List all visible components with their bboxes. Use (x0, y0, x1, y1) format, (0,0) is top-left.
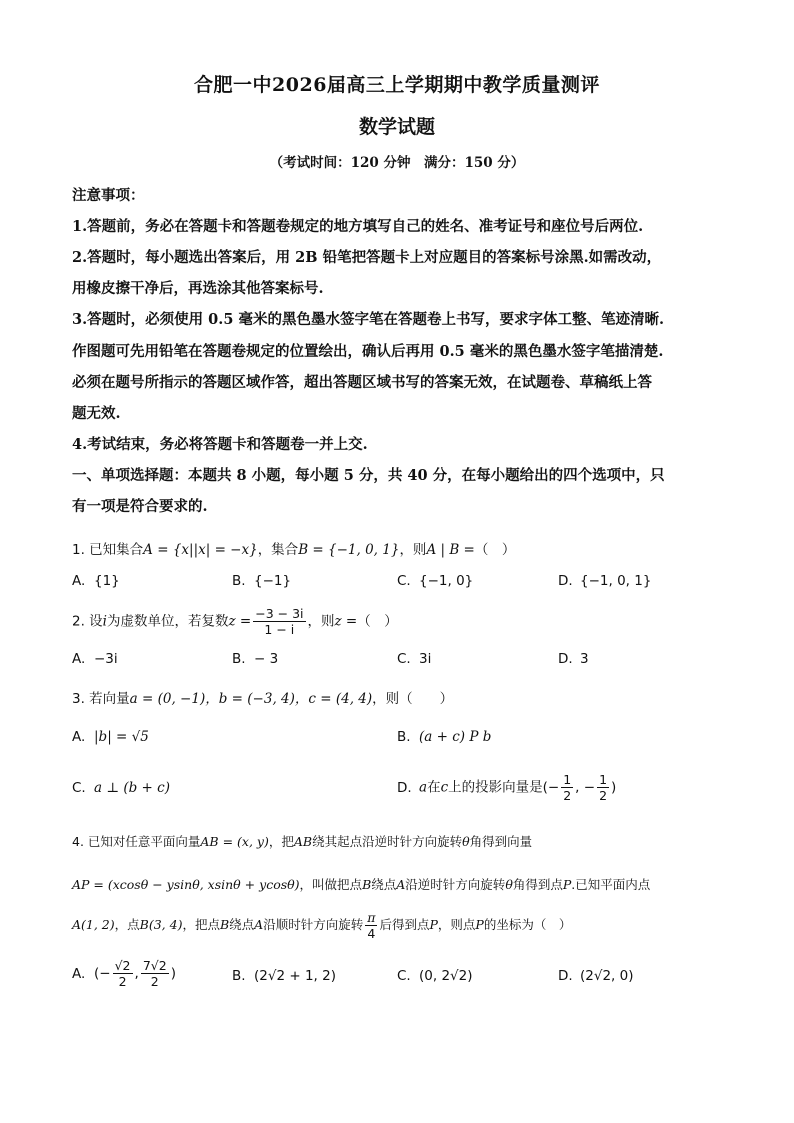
q4-option-c[interactable]: C. (0, 2√2) (397, 968, 473, 984)
q2-option-b[interactable]: B. − 3 (232, 651, 279, 667)
exam-time-info: （考试时间：120 分钟 满分：150 分） (269, 155, 525, 171)
q4-option-b[interactable]: B. (2√2 + 1, 2) (232, 968, 336, 984)
q2-option-a[interactable]: A. −3i (72, 651, 118, 667)
q1-option-d[interactable]: D. {−1, 0, 1} (558, 573, 652, 589)
q3-option-a[interactable]: A. |b| = √5 (72, 729, 149, 745)
exam-title: 合肥一中2026届高三上学期期中教学质量测评 (194, 74, 600, 96)
section-heading-line-2: 有一项是符合要求的. (72, 498, 208, 515)
q2-option-d[interactable]: D. 3 (558, 651, 589, 667)
note-line-2: 2.答题时，每小题选出答案后，用 2B 铅笔把答题卡上对应题目的答案标号涂黑.如需改动， (72, 249, 662, 266)
q1-option-a[interactable]: A. {1} (72, 573, 120, 589)
q4-option-a[interactable]: A. (− $\frac{√2}{2}$ , $\frac{7√2}{2}$ ) (72, 958, 176, 989)
q1-option-b[interactable]: B. {−1} (232, 573, 292, 589)
q1-expr: A | B = (426, 542, 475, 558)
q1-set-b: B = {−1, 0, 1} (298, 542, 400, 558)
q1-text-b: ，集合 (257, 542, 299, 558)
exam-subject: 数学试题 (358, 116, 435, 138)
q3-option-d[interactable]: D. a在c上的投影向量是(− $\frac{1}{2}$ , − $\frac{1}{2}$ ) (397, 772, 617, 803)
q1-text-d: （ ） (474, 542, 516, 558)
q4-option-d[interactable]: D. (2√2, 0) (558, 968, 634, 984)
q1-set-a: A = {x||x| = −x} (143, 542, 258, 558)
note-line-1: 1.答题前，务必在答题卡和答题卷规定的地方填写自己的姓名、准考证号和座位号后两位. (72, 218, 644, 235)
q2-fraction: $\frac{-3 - 3i}{1 - i}$ (255, 606, 304, 637)
section-heading-line-1: 一、单项选择题：本题共 8 小题，每小题 5 分，共 40 分，在每小题给出的四个选项中，只 (72, 467, 665, 484)
question-4-line-3: A(1, 2)，点B(3, 4)，把点B绕点A沿顺时针方向旋转 $\frac{\pi}{4}$ 后得到点P，则点P的坐标为（ ） (72, 910, 572, 941)
question-2-stem: 2. 设i为虚数单位，若复数z = $\frac{-3 - 3i}{1 - i}$ ，则z =（ ） (72, 606, 398, 637)
question-4-line-2: AP = (xcosθ − ysinθ, xsinθ + ycosθ)，叫做把点B绕点A沿逆时针方向旋转θ角得到点P.已知平面内点 (72, 877, 651, 892)
question-1-stem (72, 538, 515, 558)
q1-option-c[interactable]: C. {−1, 0} (397, 573, 474, 589)
note-line-7: 题无效. (72, 405, 121, 422)
note-line-4: 3.答题时，必须使用 0.5 毫米的黑色墨水签字笔在答题卷上书写，要求字体工整、笔迹清晰. (72, 311, 665, 328)
note-line-5: 作图题可先用铅笔在答题卷规定的位置绘出，确认后再用 0.5 毫米的黑色墨水签字笔描清楚. (72, 343, 664, 360)
q3-option-b[interactable]: B. (a + c) P b (397, 729, 492, 745)
q1-text-c: ，则 (399, 542, 427, 558)
question-3-stem: 3. 若向量a = (0, −1)，b = (−3, 4)，c = (4, 4)，则（ ） (72, 691, 454, 707)
note-line-8: 4.考试结束，务必将答题卡和答题卷一并上交. (72, 436, 368, 453)
note-line-3: 用橡皮擦干净后，再选涂其他答案标号. (72, 280, 324, 297)
q1-text-a: 1. 已知集合 (72, 542, 144, 558)
q2-option-c[interactable]: C. 3i (397, 651, 432, 667)
notes-heading: 注意事项： (72, 187, 145, 204)
note-line-6: 必须在题号所指示的答题区域作答，超出答题区域书写的答案无效，在试题卷、草稿纸上答 (72, 374, 652, 391)
question-4-line-1: 4. 已知对任意平面向量AB = (x, y)，把AB绕其起点沿逆时针方向旋转θ角得到向量 (72, 834, 533, 849)
q3-option-c[interactable]: C. a ⊥ (b + c) (72, 780, 170, 796)
